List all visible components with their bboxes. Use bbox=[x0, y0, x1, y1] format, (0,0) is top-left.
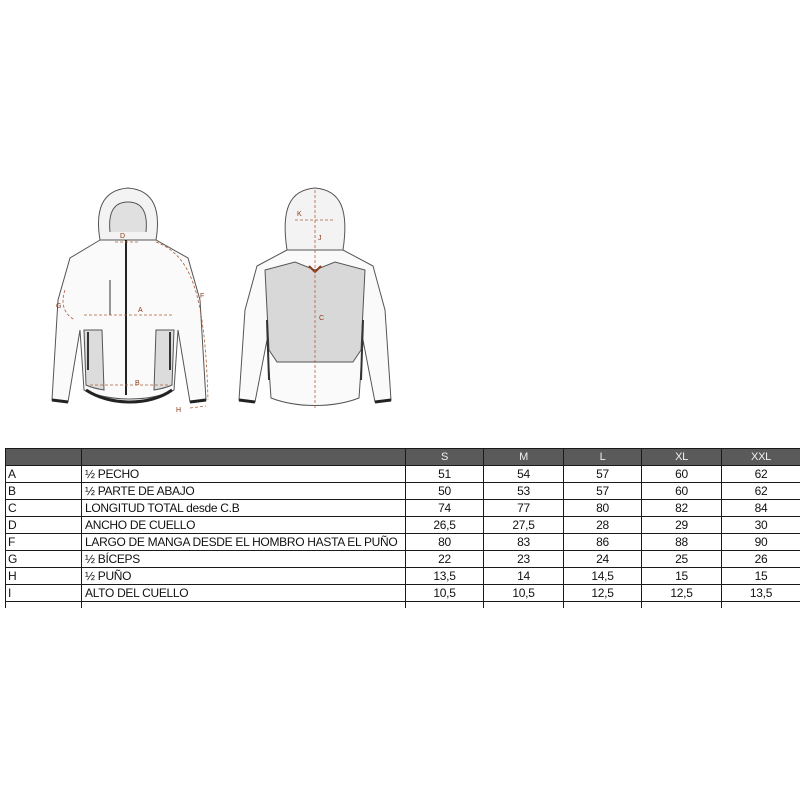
value-xxl: 30 bbox=[722, 517, 800, 534]
value-m: 27,5 bbox=[484, 517, 564, 534]
value-xxl: 13,5 bbox=[722, 585, 800, 602]
value-m: 53 bbox=[484, 483, 564, 500]
header-size-xl: XL bbox=[642, 449, 722, 466]
value-s: 51 bbox=[406, 466, 484, 483]
value-l: 12,5 bbox=[564, 585, 642, 602]
jacket-front-drawing bbox=[40, 180, 220, 420]
value-xl: 60 bbox=[642, 483, 722, 500]
value-xl: 25 bbox=[642, 551, 722, 568]
front-label-a: A bbox=[138, 307, 143, 314]
spacer-cell bbox=[406, 602, 484, 609]
row-code: I bbox=[6, 585, 82, 602]
value-m: 14 bbox=[484, 568, 564, 585]
value-l: 14,5 bbox=[564, 568, 642, 585]
value-m: 83 bbox=[484, 534, 564, 551]
value-xxl: 62 bbox=[722, 483, 800, 500]
value-xl: 60 bbox=[642, 466, 722, 483]
table-row bbox=[6, 500, 800, 517]
value-xl: 82 bbox=[642, 500, 722, 517]
spacer-cell bbox=[564, 602, 642, 609]
value-s: 80 bbox=[406, 534, 484, 551]
value-l: 57 bbox=[564, 466, 642, 483]
front-label-g: G bbox=[56, 303, 62, 310]
spacer-cell bbox=[82, 602, 406, 609]
table-spacer-row bbox=[6, 602, 800, 609]
table-row bbox=[6, 551, 800, 568]
value-s: 22 bbox=[406, 551, 484, 568]
header-code bbox=[6, 449, 82, 466]
value-m: 23 bbox=[484, 551, 564, 568]
table-row bbox=[6, 517, 800, 534]
row-code: H bbox=[6, 568, 82, 585]
table-row bbox=[6, 568, 800, 585]
front-label-b: B bbox=[135, 380, 140, 387]
header-description bbox=[82, 449, 406, 466]
value-m: 54 bbox=[484, 466, 564, 483]
row-description: ALTO DEL CUELLO bbox=[82, 585, 406, 602]
value-xl: 12,5 bbox=[642, 585, 722, 602]
value-s: 50 bbox=[406, 483, 484, 500]
value-s: 26,5 bbox=[406, 517, 484, 534]
size-chart-table bbox=[5, 448, 800, 608]
value-xxl: 26 bbox=[722, 551, 800, 568]
table-header-row bbox=[6, 449, 800, 466]
value-l: 24 bbox=[564, 551, 642, 568]
header-size-l: L bbox=[564, 449, 642, 466]
value-xxl: 84 bbox=[722, 500, 800, 517]
back-label-k: K bbox=[297, 211, 302, 218]
row-code: B bbox=[6, 483, 82, 500]
value-l: 57 bbox=[564, 483, 642, 500]
table-row bbox=[6, 534, 800, 551]
back-label-c: C bbox=[319, 315, 325, 322]
row-code: F bbox=[6, 534, 82, 551]
row-description: ½ PARTE DE ABAJO bbox=[82, 483, 406, 500]
value-m: 77 bbox=[484, 500, 564, 517]
value-l: 86 bbox=[564, 534, 642, 551]
row-code: A bbox=[6, 466, 82, 483]
header-size-s: S bbox=[406, 449, 484, 466]
value-xl: 15 bbox=[642, 568, 722, 585]
row-code: C bbox=[6, 500, 82, 517]
front-label-h: H bbox=[176, 407, 182, 414]
table-row bbox=[6, 585, 800, 602]
value-l: 28 bbox=[564, 517, 642, 534]
front-label-f: F bbox=[200, 293, 205, 300]
spacer-cell bbox=[484, 602, 564, 609]
row-description: LARGO DE MANGA DESDE EL HOMBRO HASTA EL PUÑO bbox=[82, 534, 406, 551]
row-description: ½ BÍCEPS bbox=[82, 551, 406, 568]
header-size-m: M bbox=[484, 449, 564, 466]
value-s: 74 bbox=[406, 500, 484, 517]
back-label-j: J bbox=[318, 235, 322, 242]
value-s: 13,5 bbox=[406, 568, 484, 585]
jacket-back-drawing bbox=[225, 180, 405, 420]
row-code: D bbox=[6, 517, 82, 534]
front-label-d: D bbox=[120, 233, 126, 240]
value-l: 80 bbox=[564, 500, 642, 517]
header-size-xxl: XXL bbox=[722, 449, 800, 466]
value-xxl: 15 bbox=[722, 568, 800, 585]
value-xl: 29 bbox=[642, 517, 722, 534]
row-description: ANCHO DE CUELLO bbox=[82, 517, 406, 534]
row-description: ½ PECHO bbox=[82, 466, 406, 483]
table-row bbox=[6, 483, 800, 500]
value-m: 10,5 bbox=[484, 585, 564, 602]
row-code: G bbox=[6, 551, 82, 568]
row-description: ½ PUÑO bbox=[82, 568, 406, 585]
spacer-cell bbox=[642, 602, 722, 609]
value-s: 10,5 bbox=[406, 585, 484, 602]
row-description: LONGITUD TOTAL desde C.B bbox=[82, 500, 406, 517]
spacer-cell bbox=[6, 602, 82, 609]
value-xl: 88 bbox=[642, 534, 722, 551]
value-xxl: 62 bbox=[722, 466, 800, 483]
value-xxl: 90 bbox=[722, 534, 800, 551]
table-row bbox=[6, 466, 800, 483]
spacer-cell bbox=[722, 602, 800, 609]
